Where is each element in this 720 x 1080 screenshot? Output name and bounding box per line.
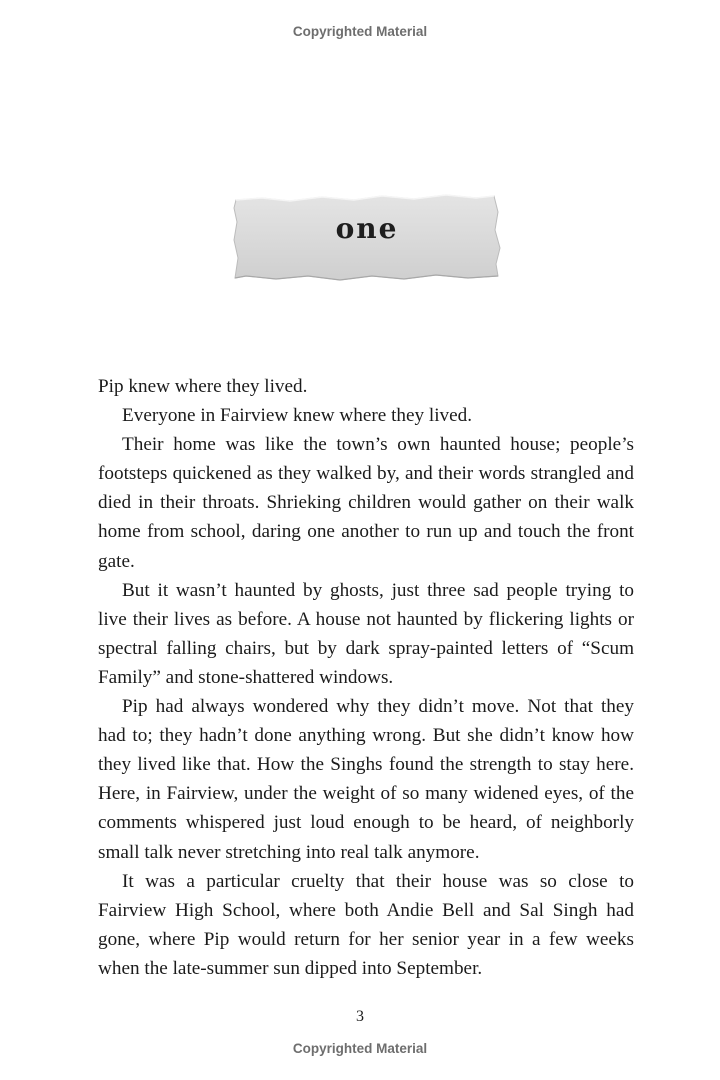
paragraph-5: Pip had always wondered why they didn’t move. Not that they had to; they hadn’t done anything wrong. But she didn’t know how they lived like that. How the Singhs found the strength to stay here. Here, in Fairview, under the weight of so many widened eyes, of the comments whispered just loud enough to be heard, of neighborly small talk never stretching into real talk anymore.: [98, 696, 634, 863]
paragraph-2: Everyone in Fairview knew where they lived.: [122, 405, 473, 427]
paragraph-6: It was a particular cruelty that their house was so close to Fairview High School, where both Andie Bell and Sal Singh had gone, where Pip would return for her senior year in a few weeks when the late-summer sun dipped into September.: [98, 870, 634, 979]
chapter-title: one: [335, 212, 399, 245]
paragraph-1: Pip knew where they lived.: [98, 376, 308, 397]
chapter-heading-paper-strip: [232, 192, 502, 282]
chapter-body: [98, 372, 634, 983]
copyright-watermark-bottom: Copyrighted Material: [292, 1041, 428, 1056]
copyright-watermark-top: Copyrighted Material: [292, 24, 428, 39]
paragraph-4: But it wasn’t haunted by ghosts, just three sad people trying to live their lives as before. A house not haunted by flickering lights or spectral falling chairs, but by dark spray-painted letters of “Scum Family” and stone-shattered windows.: [98, 579, 634, 688]
paragraph-3: Their home was like the town’s own haunted house; people’s footsteps quickened as they walked by, and their words strangled and died in their throats. Shrieking children would gather on their walk home from school, daring one another to run up and touch the front gate.: [98, 434, 634, 572]
page-number: 3: [356, 1008, 364, 1025]
